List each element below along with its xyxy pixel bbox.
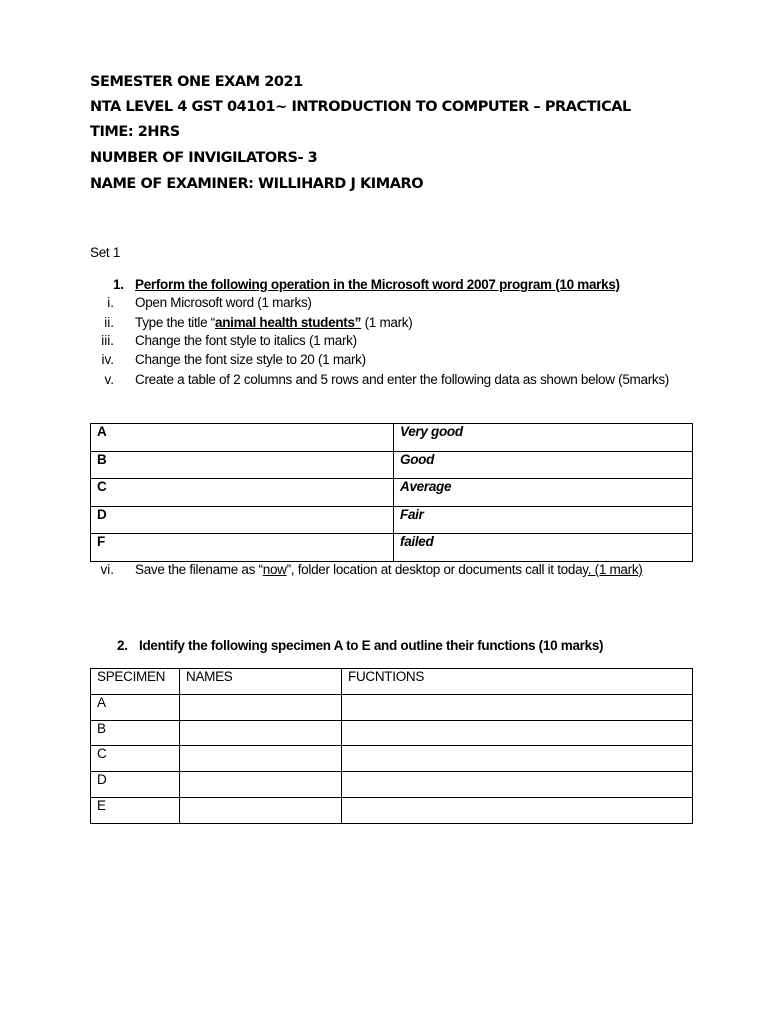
table-row	[91, 506, 693, 534]
table-header-row	[91, 669, 693, 695]
set-label: Set 1	[90, 245, 121, 260]
marks-text: . (1 mark)	[587, 562, 643, 577]
table-cell	[180, 746, 342, 772]
q1-item-text: Change the font style to italics (1 mark)	[135, 333, 357, 348]
table-cell: Average	[394, 479, 693, 507]
title-bold-text: animal health students”	[215, 315, 362, 330]
exam-title: SEMESTER ONE EXAM 2021	[90, 74, 303, 90]
table-row	[91, 797, 693, 823]
table-cell: F	[91, 534, 394, 562]
table-row	[91, 694, 693, 720]
table-cell: A	[91, 424, 394, 452]
column-header-functions: FUCNTIONS	[342, 669, 693, 695]
table-row	[91, 720, 693, 746]
filename-text: now	[262, 562, 287, 577]
table-cell: D	[91, 772, 180, 798]
column-header-names: NAMES	[180, 669, 342, 695]
examiner-name: NAME OF EXAMINER: WILLIHARD J KIMARO	[90, 176, 424, 192]
table-cell: C	[91, 479, 394, 507]
table-cell	[342, 797, 693, 823]
q1-item-text: Change the font size style to 20 (1 mark)	[135, 352, 366, 367]
q1-item-vi-mid: ”, folder location at desktop or documents call it today	[286, 562, 588, 577]
q2-title-a: A	[333, 638, 343, 653]
table-cell	[180, 694, 342, 720]
table-row	[91, 424, 693, 452]
q2-title-mid: to	[342, 638, 362, 653]
table-cell	[342, 746, 693, 772]
grades-table	[90, 423, 693, 562]
table-cell	[180, 772, 342, 798]
table-cell	[342, 720, 693, 746]
invigilators-count: NUMBER OF INVIGILATORS- 3	[90, 150, 318, 166]
table-cell: Fair	[394, 506, 693, 534]
q1-item-numeral: iv.	[101, 352, 114, 367]
table-cell	[180, 797, 342, 823]
table-cell: failed	[394, 534, 693, 562]
course-title: NTA LEVEL 4 GST 04101~ INTRODUCTION TO COMPUTER – PRACTICAL	[90, 99, 631, 115]
q1-number: 1.	[113, 277, 124, 292]
table-cell	[342, 694, 693, 720]
q2-title-e: E	[361, 638, 371, 653]
q2-title-pre: Identify the following specimen	[139, 638, 334, 653]
q1-item-numeral: iii.	[101, 333, 114, 348]
exam-time: TIME: 2HRS	[90, 124, 180, 140]
table-cell: E	[91, 797, 180, 823]
table-row	[91, 772, 693, 798]
table-cell: C	[91, 746, 180, 772]
q1-item-numeral: i.	[107, 295, 114, 310]
q1-item-text	[135, 315, 412, 330]
q1-item-numeral: v.	[104, 372, 114, 387]
table-row	[91, 746, 693, 772]
table-cell: Good	[394, 451, 693, 479]
table-row	[91, 479, 693, 507]
q1-item-numeral: vi.	[100, 562, 114, 577]
q1-item-text: Create a table of 2 columns and 5 rows and enter the following data as shown below (5marks)	[135, 372, 670, 387]
q1-item-text: Open Microsoft word (1 marks)	[135, 295, 312, 310]
table-cell: A	[91, 694, 180, 720]
table-cell	[342, 772, 693, 798]
specimen-table	[90, 668, 693, 824]
column-header-specimen: SPECIMEN	[91, 669, 180, 695]
table-cell: D	[91, 506, 394, 534]
q1-item-numeral: ii.	[104, 315, 114, 330]
table-row	[91, 534, 693, 562]
table-cell: Very good	[394, 424, 693, 452]
table-cell: B	[91, 720, 180, 746]
q1-item-vi-pre: Save the filename as “	[135, 562, 263, 577]
table-cell: B	[91, 451, 394, 479]
q2-title-post: and outline their functions (10 marks)	[370, 638, 604, 653]
table-row	[91, 451, 693, 479]
q2-number: 2.	[117, 638, 128, 653]
q1-title: Perform the following operation in the Microsoft word 2007 program (10 marks)	[135, 277, 620, 292]
q1-item-text-post: (1 mark)	[361, 315, 413, 330]
table-cell	[180, 720, 342, 746]
q1-item-text	[135, 562, 643, 577]
q2-title	[139, 638, 603, 653]
q1-item-text-pre: Type the title “	[135, 315, 215, 330]
